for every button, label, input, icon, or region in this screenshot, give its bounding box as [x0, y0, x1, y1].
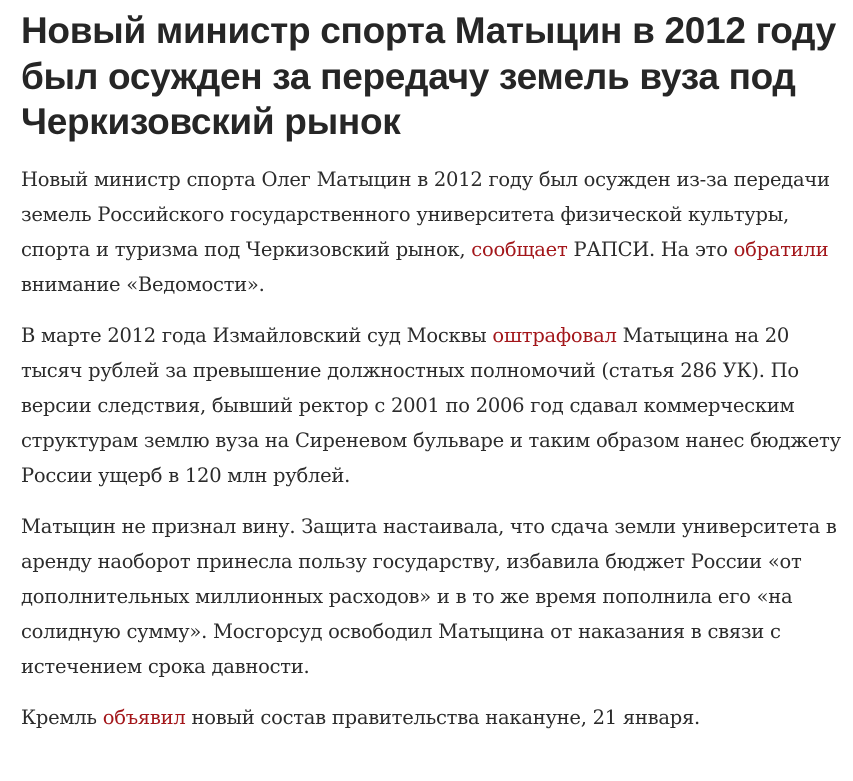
paragraph-3	[21, 509, 841, 684]
article-body	[21, 162, 841, 735]
link-oshtrafoval[interactable]: оштрафовал	[492, 323, 617, 347]
paragraph-text: В марте 2012 года Измайловский суд Москвы	[21, 323, 493, 347]
paragraph-1	[21, 162, 841, 302]
paragraph-text: Матыцина на 20 тысяч рублей за превышение должностных полномочий (статья 286 УК). По версии следствия, бывший ректор с 2001 по 2006 год сдавал коммерческим структурам землю вуза на Сиреневом бульваре и таким образом нанес бюджету России ущерб в 120 млн рублей.	[21, 323, 841, 487]
paragraph-text: внимание «Ведомости».	[21, 272, 265, 296]
paragraph-4	[21, 700, 841, 735]
link-soobshchaet[interactable]: сообщает	[471, 237, 568, 261]
paragraph-text: Новый министр спорта Олег Матыцин в 2012 году был осужден из-за передачи земель Российского государственного университета физической культуры, спорта и туризма под Черкизовский рынок,	[21, 167, 830, 261]
paragraph-2	[21, 318, 841, 493]
link-obratili[interactable]: обратили	[733, 237, 829, 261]
link-obyavil[interactable]: объявил	[102, 705, 186, 729]
paragraph-text: РАПСИ. На это	[567, 237, 734, 261]
article-headline: Новый министр спорта Матыцин в 2012 году был осужден за передачу земель вуза под Черкизовский рынок	[21, 10, 836, 142]
news-article	[21, 0, 841, 751]
paragraph-text: Матыцин не признал вину. Защита настаивала, что сдача земли университета в аренду наоборот принесла пользу государству, избавила бюджет России «от дополнительных миллионных расходов» и в то же время пополнила его «на солидную сумму». Мосгорсуд освободил Матыцина от наказания в связи с истечением срока давности.	[21, 514, 837, 678]
paragraph-text: Кремль	[21, 705, 103, 729]
paragraph-text: новый состав правительства накануне, 21 января.	[185, 705, 701, 729]
